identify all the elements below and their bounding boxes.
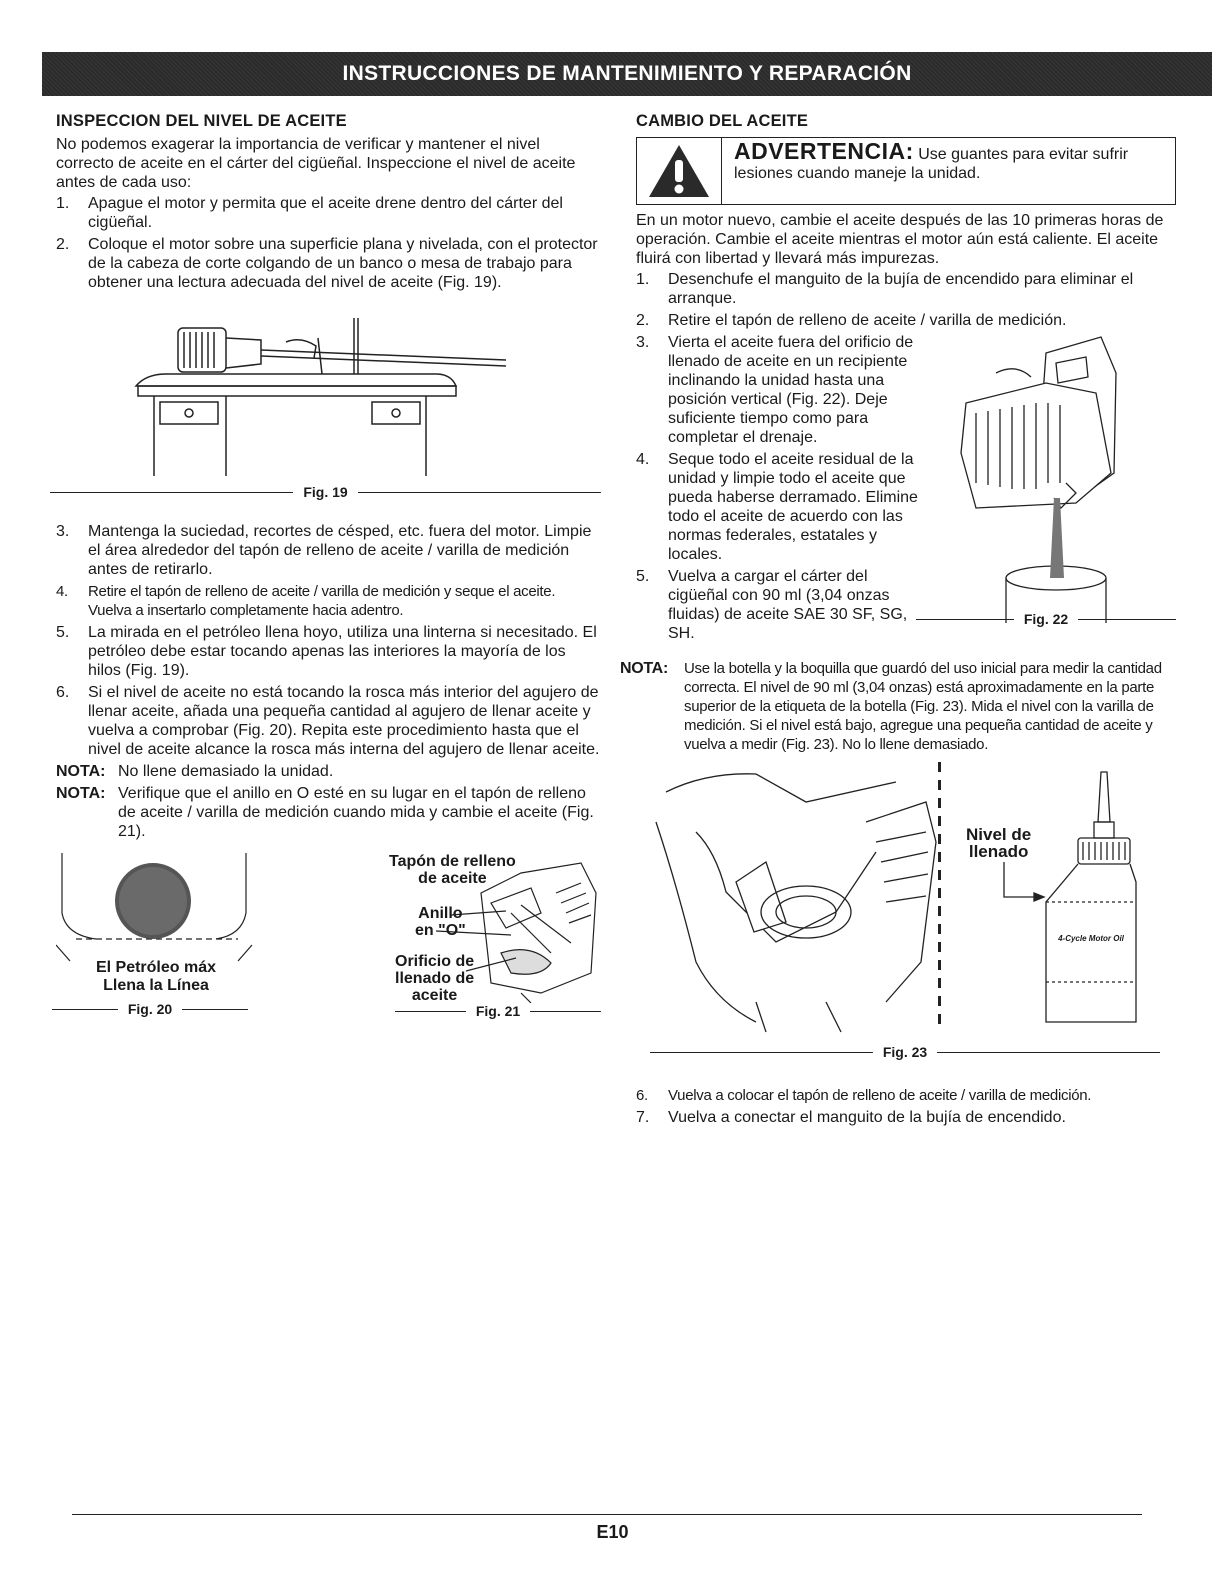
step-item: 1. Apague el motor y permita que el aceite drene dentro del cárter del cigüeñal. — [56, 195, 563, 231]
footer-divider — [72, 1514, 1142, 1515]
figure-21 — [341, 853, 601, 1028]
trimmer-on-bench-illustration — [56, 298, 601, 488]
right-column — [620, 112, 1176, 1130]
section-banner — [42, 52, 1212, 96]
oil-bottle-fill-illustration — [636, 762, 1176, 1042]
fig20-caption-row — [52, 1001, 248, 1017]
fill-level-label: Nivel de llenado — [966, 825, 1032, 861]
step-item: 3. Mantenga la suciedad, recortes de césped, etc. fuera del motor. Limpie el área alrededor del tapón de relleno de aceite / varilla de medición antes de retirarlo. — [56, 523, 592, 578]
step-item: 5. La mirada en el petróleo llena hoyo, utiliza una linterna si necesitado. El petróleo debe estar tocando apenas las interiores la mayoría de los hilos (Fig. 19). — [56, 624, 597, 679]
warning-icon — [637, 138, 722, 204]
step-item: 4. Seque todo el aceite residual de la unidad y limpie todo el aceite que pueda haberse derramado. Elimine todo el aceite de acuerdo con las normas federales, estatales y locales. — [636, 451, 918, 563]
step-item: 6. Vuelva a colocar el tapón de relleno de aceite / varilla de medición. — [636, 1087, 1092, 1104]
oil-change-steps-a — [636, 270, 1176, 330]
step-item: 2. Retire el tapón de relleno de aceite / varilla de medición. — [636, 312, 1067, 329]
figure-19 — [56, 298, 601, 508]
oil-change-heading: CAMBIO DEL ACEITE — [636, 112, 809, 130]
warning-title: ADVERTENCIA: — [734, 138, 914, 164]
oil-level-heading: INSPECCION DEL NIVEL DE ACEITE — [56, 112, 347, 130]
fig21-ring-label: Anillo en "O" — [415, 905, 466, 939]
fig23-caption-row — [650, 1044, 1160, 1060]
figure-22 — [936, 333, 1176, 653]
fig20-label: El Petróleo máx Llena la Línea — [95, 959, 217, 994]
note-item: NOTA: Verifique que el anillo en O esté en su lugar en el tapón de relleno de aceite / varilla de medición cuando mida y cambie el aceite (Fig. 21). — [56, 785, 594, 840]
fig21-cap-label: Tapón de relleno de aceite — [389, 853, 516, 887]
bottle-label: 4-Cycle Motor Oil — [1058, 934, 1124, 943]
step-item: 2. Coloque el motor sobre una superficie plana y nivelada, con el protector de la cabeza de corte colgando de un banco o mesa de trabajo para obtener una lectura adecuada del nivel de aceite (Fig. 19). — [56, 236, 598, 291]
fig20-caption: Fig. 20 — [127, 1001, 173, 1017]
note-item: NOTA: Use la botella y la boquilla que guardó del uso inicial para medir la cantidad correcta. El nivel de 90 ml (3,04 onzas) está aproximadamente en la parte superior de la etiqueta de la botella (Fig. 23). Mida el nivel con la varilla de medición. Si el nivel está bajo, agregue una pequeña cantidad de aceite y vuelva a medir (Fig. 23). No lo llene demasiado. — [620, 660, 1162, 753]
oil-change-steps-c — [636, 1086, 1176, 1127]
section-title: INSTRUCCIONES DE MANTENIMIENTO Y REPARACIÓN — [342, 62, 912, 85]
oil-level-intro: No podemos exagerar la importancia de verificar y mantener el nivel correcto de aceite en el cárter del cigüeñal. Inspeccione el nivel de aceite antes de cada uso: — [56, 136, 576, 191]
oil-level-steps-b — [56, 522, 601, 759]
fig19-caption: Fig. 19 — [303, 484, 348, 500]
note-item: NOTA: No llene demasiado la unidad. — [56, 763, 334, 780]
left-column — [56, 112, 601, 1033]
fig22-caption: Fig. 22 — [1023, 611, 1069, 627]
figure-20 — [56, 853, 256, 1028]
step-item: 4. Retire el tapón de relleno de aceite / varilla de medición y seque el aceite. Vuelva a insertarlo completamente hacia adentro. — [56, 583, 556, 619]
step-item: 1. Desenchufe el manguito de la bujía de encendido para eliminar el arranque. — [636, 271, 1134, 307]
warning-text: ADVERTENCIA: Use guantes para evitar sufrir lesiones cuando maneje la unidad. — [734, 138, 1129, 182]
step-item: 5. Vuelva a cargar el cárter del cigüeñal con 90 ml (3,04 onzas fluidas) de aceite SAE 30 SF, SG, SH. — [636, 568, 908, 642]
step-item: 3. Vierta el aceite fuera del orificio de llenado de aceite en un recipiente inclinando la unidad hasta una posición vertical (Fig. 22). Deje suficiente tiempo como para completar el drenaje. — [636, 334, 914, 446]
fig21-hole-label: Orificio de llenado de aceite — [395, 953, 475, 1004]
step-item: 6. Si el nivel de aceite no está tocando la rosca más interior del agujero de llenar aceite, añada una pequeña cantidad al agujero de llenar aceite y vuelva a comprobar (Fig. 20). Repita este procedimiento hasta que el nivel de aceite alcance la rosca más interna del agujero de llenar aceite. — [56, 684, 600, 758]
oil-change-steps-b — [636, 333, 926, 646]
figure-23 — [636, 762, 1176, 1078]
oil-change-intro: En un motor nuevo, cambie el aceite después de las 10 primeras horas de operación. Cambie el aceite mientras el motor aún está caliente. El aceite fluirá con libertad y llevará más impurezas. — [636, 212, 1164, 267]
step-item: 7. Vuelva a conectar el manguito de la bujía de encendido. — [636, 1109, 1066, 1126]
page-number: E10 — [596, 1522, 629, 1542]
fig23-caption: Fig. 23 — [882, 1044, 928, 1060]
warning-box — [636, 137, 1176, 205]
oil-level-steps-a — [56, 194, 601, 292]
fig21-caption-row — [395, 1003, 601, 1019]
engine-draining-illustration — [936, 333, 1176, 623]
fig22-caption-row — [916, 611, 1176, 627]
fig21-caption: Fig. 21 — [475, 1003, 521, 1019]
fig19-caption-row — [50, 484, 601, 500]
